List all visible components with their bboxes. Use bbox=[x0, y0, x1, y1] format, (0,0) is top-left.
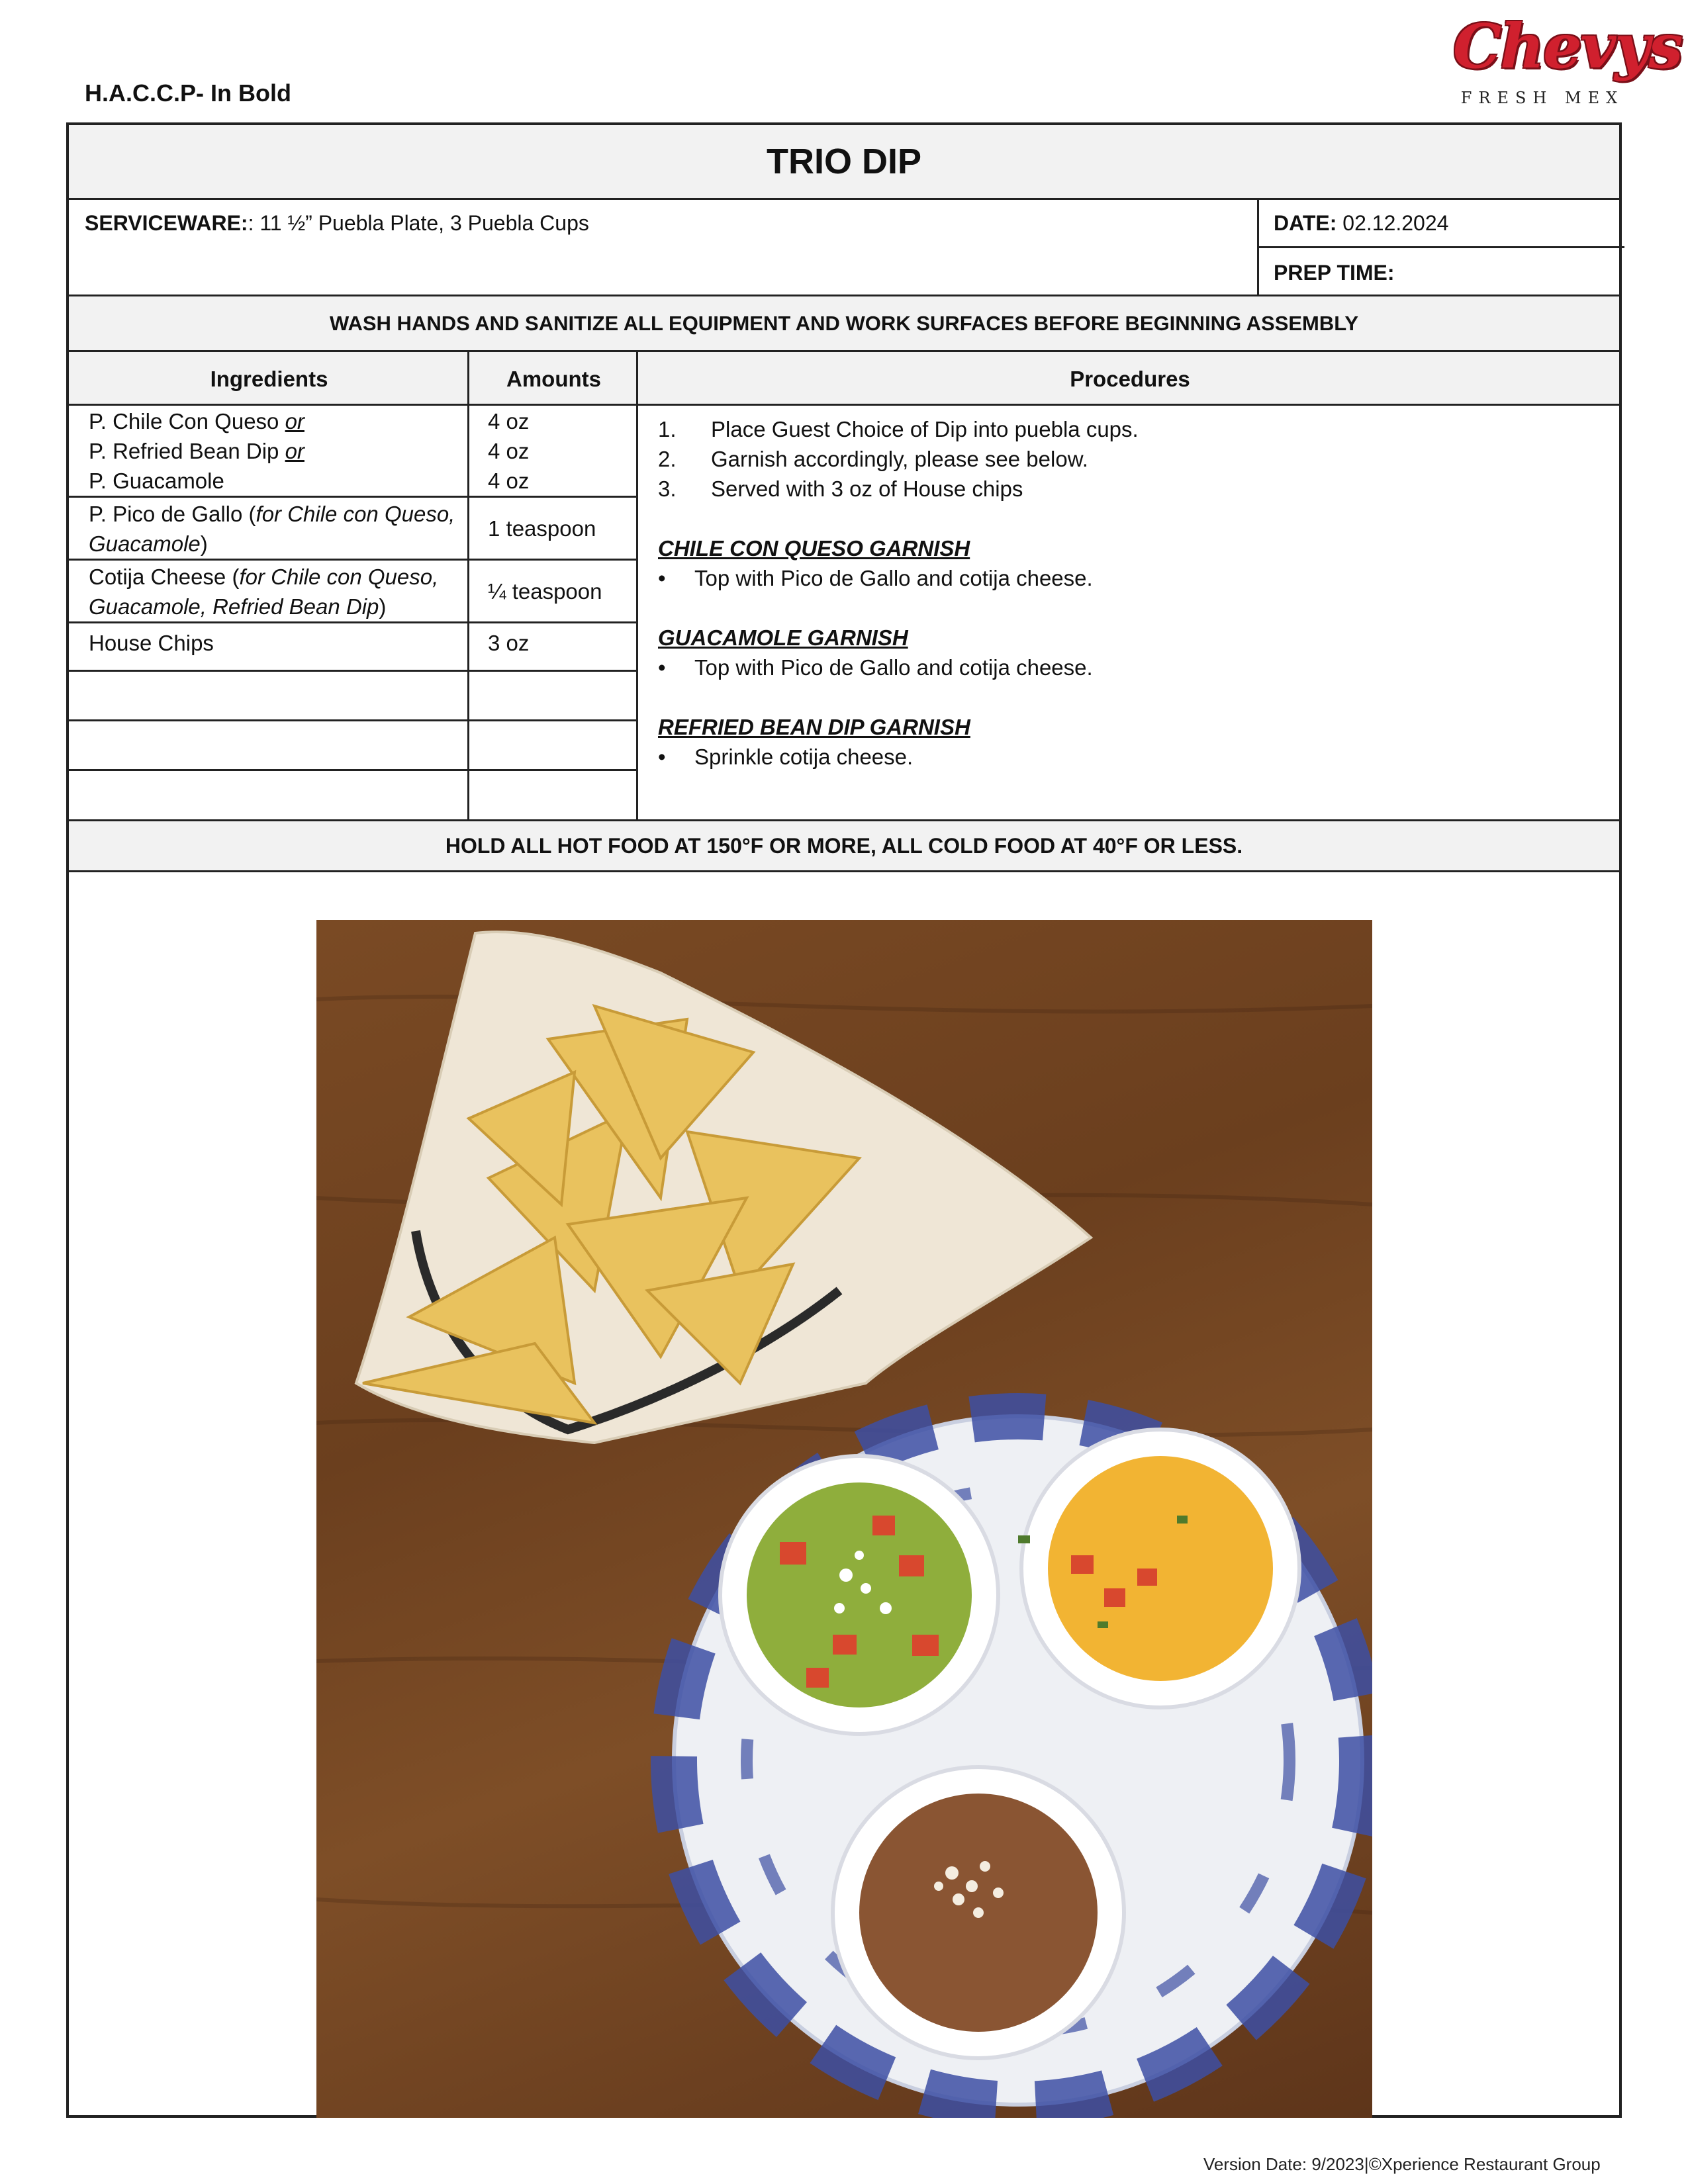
amount-cell bbox=[488, 406, 633, 496]
step-number: 1. bbox=[658, 417, 677, 441]
haccp-note: H.A.C.C.P- In Bold bbox=[85, 79, 291, 107]
ingredient-note: Guacamole bbox=[89, 531, 201, 556]
garnish-bullet: • Top with Pico de Gallo and cotija cheese. bbox=[658, 566, 1093, 590]
date-label: DATE: bbox=[1274, 211, 1337, 235]
garnish-heading: REFRIED BEAN DIP GARNISH bbox=[658, 715, 970, 739]
procedures-header: Procedures bbox=[1070, 367, 1190, 391]
ingredient-name bbox=[89, 436, 466, 466]
step-number: 2. bbox=[658, 447, 677, 471]
logo-tagline: FRESH MEX bbox=[1460, 89, 1624, 107]
ingredient-text: Cotija Cheese ( bbox=[89, 565, 240, 589]
ingredient-text: P. Refried Bean Dip bbox=[89, 439, 285, 463]
procedure-step bbox=[658, 444, 1611, 474]
procedure-step bbox=[658, 474, 1611, 504]
chevys-logo bbox=[1453, 7, 1682, 113]
ingredient-name bbox=[89, 406, 466, 436]
garnish-heading: CHILE CON QUESO GARNISH bbox=[658, 536, 970, 561]
serviceware-value: : 11 ½” Puebla Plate, 3 Puebla Cups bbox=[248, 211, 589, 235]
step-text: Garnish accordingly, please see below. bbox=[711, 447, 1088, 471]
prep-time-label: PREP TIME: bbox=[1274, 261, 1395, 285]
ingredient-note: Guacamole, Refried Bean Dip bbox=[89, 594, 379, 619]
ingredient-row bbox=[89, 499, 466, 559]
step-number: 3. bbox=[658, 477, 677, 501]
garnish-text: Top with Pico de Gallo and cotija cheese. bbox=[694, 566, 1093, 590]
amount-value: 1 teaspoon bbox=[488, 516, 596, 541]
serviceware-label: SERVICEWARE: bbox=[85, 211, 248, 235]
ingredients-header: Ingredients bbox=[210, 367, 328, 391]
procedure-step bbox=[658, 414, 1611, 444]
procedures-list bbox=[658, 414, 1611, 772]
amount-value: 4 oz bbox=[488, 409, 530, 433]
ingredient-text: P. Chile Con Queso bbox=[89, 409, 285, 433]
ingredient-text: P. Guacamole bbox=[89, 469, 224, 493]
date-row bbox=[1274, 211, 1448, 236]
ingredient-name bbox=[89, 466, 466, 496]
garnish-bullet: • Sprinkle cotija cheese. bbox=[658, 745, 914, 769]
ingredient-or: or bbox=[285, 409, 305, 433]
ingredient-row bbox=[89, 406, 466, 496]
ingredient-note: for Chile con Queso, bbox=[256, 502, 455, 526]
amount-value: 3 oz bbox=[488, 631, 530, 655]
hold-notice: HOLD ALL HOT FOOD AT 150°F OR MORE, ALL COLD FOOD AT 40°F OR LESS. bbox=[69, 821, 1619, 870]
step-text: Place Guest Choice of Dip into puebla cups. bbox=[711, 417, 1139, 441]
step-text: Served with 3 oz of House chips bbox=[711, 477, 1023, 501]
amount-value: 4 oz bbox=[488, 439, 530, 463]
trio-dip-illustration bbox=[316, 920, 1372, 2118]
ingredient-text: P. Pico de Gallo ( bbox=[89, 502, 256, 526]
garnish-text: Sprinkle cotija cheese. bbox=[694, 745, 914, 769]
amount-value: ¼ teaspoon bbox=[488, 579, 602, 604]
ingredient-name: House Chips bbox=[89, 631, 214, 655]
recipe-title: TRIO DIP bbox=[69, 125, 1619, 198]
version-footer: Version Date: 9/2023|©Xperience Restaurant Group bbox=[1203, 2154, 1601, 2174]
amount-value: 4 oz bbox=[488, 469, 530, 493]
ingredient-text: ) bbox=[200, 531, 208, 556]
ingredient-text: ) bbox=[379, 594, 387, 619]
trio-dip-photo bbox=[316, 920, 1372, 2118]
serviceware-row bbox=[85, 211, 589, 236]
garnish-bullet: • Top with Pico de Gallo and cotija cheese. bbox=[658, 655, 1093, 680]
amounts-header: Amounts bbox=[506, 367, 601, 391]
ingredient-or: or bbox=[285, 439, 305, 463]
ingredient-note: for Chile con Queso, bbox=[239, 565, 439, 589]
wash-notice: WASH HANDS AND SANITIZE ALL EQUIPMENT AND WORK SURFACES BEFORE BEGINNING ASSEMBLY bbox=[69, 297, 1619, 350]
logo-wordmark: Chevys bbox=[1453, 11, 1682, 82]
garnish-heading: GUACAMOLE GARNISH bbox=[658, 625, 908, 650]
garnish-text: Top with Pico de Gallo and cotija cheese. bbox=[694, 655, 1093, 680]
date-value: 02.12.2024 bbox=[1342, 211, 1449, 235]
ingredient-row bbox=[89, 562, 466, 621]
